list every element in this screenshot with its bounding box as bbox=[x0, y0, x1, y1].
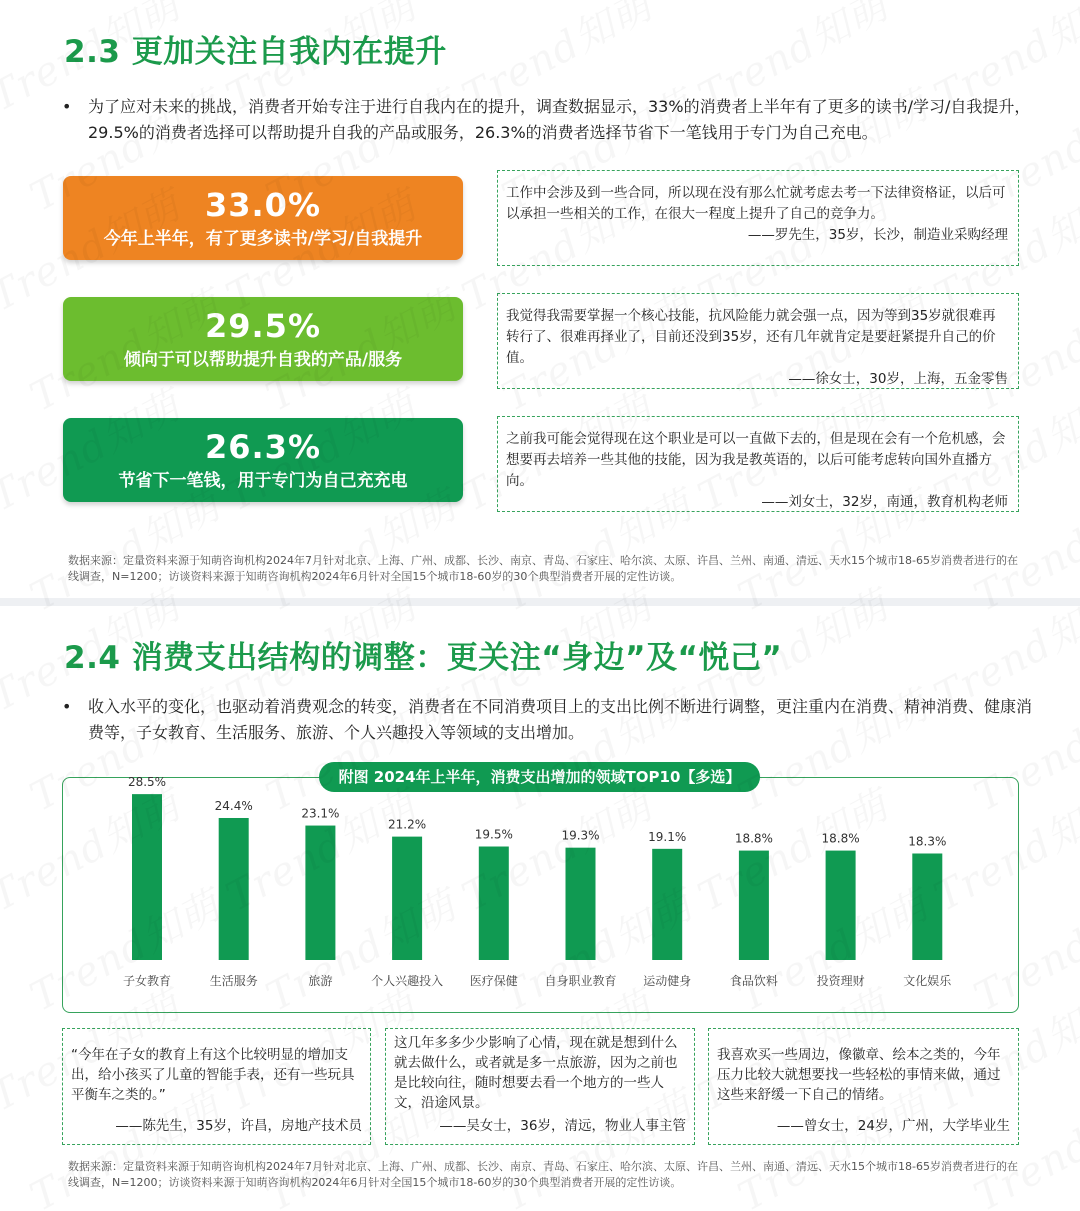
bar-10 bbox=[912, 853, 942, 960]
stat-card-reading bbox=[63, 176, 463, 260]
category-label-10: 文化娱乐 bbox=[903, 974, 952, 988]
quote-text: 这几年多多少少影响了心情，现在就是想到什么就去做什么，或者就是多一点旅游，因为之前也是比较向往，随时想要去看一个地方的一些人文，沿途风景。 bbox=[394, 1035, 678, 1111]
quote-signature: ——徐女士，30岁，上海，五金零售 bbox=[788, 371, 1008, 387]
stat-value: 26.3% bbox=[204, 428, 321, 466]
bar-1 bbox=[132, 794, 162, 960]
category-label-5: 医疗保健 bbox=[469, 974, 518, 988]
stat-label: 今年上半年，有了更多读书/学习/自我提升 bbox=[103, 229, 423, 249]
category-label-6: 自身职业教育 bbox=[544, 974, 617, 988]
interview-quote-3 bbox=[497, 416, 1019, 512]
bar-chart bbox=[62, 777, 1019, 1013]
value-label-2: 24.4% bbox=[214, 798, 253, 813]
data-source-note: 数据来源：定量资料来源于知萌咨询机构2024年7月针对北京、上海、广州、成都、长沙、南京、青岛、石家庄、哈尔滨、太原、许昌、兰州、南通、清远、天水15个城市18-65岁消费者进行的在线调查，N=1200；访谈资料来源于知萌咨询机构2024年6月针对全国15个城市18-60岁的30个典型消费者开展的定性访谈。 bbox=[68, 554, 1018, 583]
section-title-2-3: 2.3 更加关注自我内在提升 bbox=[64, 34, 447, 70]
quote-text: 我喜欢买一些周边，像徽章、绘本之类的，今年压力比较大就想要找一些轻松的事情来做，通过这些来舒缓一下自己的情绪。 bbox=[717, 1047, 1001, 1103]
value-label-7: 19.1% bbox=[648, 829, 687, 844]
value-label-4: 21.2% bbox=[388, 817, 427, 832]
interview-quote-5 bbox=[385, 1028, 695, 1145]
stat-label: 倾向于可以帮助提升自我的产品/服务 bbox=[123, 350, 403, 370]
value-label-3: 23.1% bbox=[301, 806, 340, 821]
quote-signature: ——曾女士，24岁，广州，大学毕业生 bbox=[776, 1118, 1010, 1134]
data-source-note: 数据来源：定量资料来源于知萌咨询机构2024年7月针对北京、上海、广州、成都、长沙、南京、青岛、石家庄、哈尔滨、太原、许昌、兰州、南通、清远、天水15个城市18-65岁消费者进行的在线调查，N=1200；访谈资料来源于知萌咨询机构2024年6月针对全国15个城市18-60岁的30个典型消费者开展的定性访谈。 bbox=[68, 1160, 1018, 1189]
intro-text: 为了应对未来的挑战，消费者开始专注于进行自我内在的提升，调查数据显示，33%的消费者上半年有了更多的读书/学习/自我提升，29.5%的消费者选择可以帮助提升自我的产品或服务，26.3%的消费者选择节省下一笔钱用于专门为自己充电。 bbox=[88, 97, 1031, 142]
bar-9 bbox=[826, 851, 856, 960]
page-divider bbox=[0, 598, 1080, 606]
quote-signature: ——罗先生，35岁，长沙，制造业采购经理 bbox=[747, 227, 1008, 243]
bar-2 bbox=[219, 818, 249, 960]
stat-card-saving bbox=[63, 418, 463, 502]
quote-signature: ——陈先生，35岁，许昌，房地产技术员 bbox=[115, 1118, 362, 1134]
category-label-2: 生活服务 bbox=[209, 974, 258, 988]
interview-quote-1 bbox=[497, 170, 1019, 266]
category-label-1: 子女教育 bbox=[122, 974, 172, 988]
interview-quote-6 bbox=[708, 1028, 1019, 1145]
interview-quote-2 bbox=[497, 293, 1019, 389]
quote-signature: ——吴女士，36岁，清远，物业人事主管 bbox=[439, 1118, 686, 1134]
value-label-10: 18.3% bbox=[908, 834, 947, 849]
bar-7 bbox=[652, 849, 682, 960]
bar-6 bbox=[566, 848, 596, 960]
value-label-8: 18.8% bbox=[734, 831, 773, 846]
stat-label: 节省下一笔钱，用于专门为自己充充电 bbox=[118, 471, 408, 491]
intro-text: 收入水平的变化，也驱动着消费观念的转变，消费者在不同消费项目上的支出比例不断进行调整，更注重内在消费、精神消费、健康消费等，子女教育、生活服务、旅游、个人兴趣投入等领域的支出增加。 bbox=[88, 697, 1033, 742]
intro-bullet-2-3 bbox=[62, 94, 1032, 146]
section-title-2-4: 2.4 消费支出结构的调整：更关注“身边”及“悦己” bbox=[64, 640, 783, 676]
quote-text: “今年在子女的教育上有这个比较明显的增加支出，给小孩买了儿童的智能手表，还有一些玩具平衡车之类的。” bbox=[71, 1047, 355, 1103]
category-label-8: 食品饮料 bbox=[729, 974, 778, 988]
category-label-3: 旅游 bbox=[308, 974, 333, 988]
category-label-4: 个人兴趣投入 bbox=[371, 974, 444, 988]
bar-8 bbox=[739, 851, 769, 960]
interview-quote-4 bbox=[62, 1028, 371, 1145]
category-label-9: 投资理财 bbox=[816, 974, 865, 988]
quote-text: 我觉得我需要掌握一个核心技能，抗风险能力就会强一点，因为等到35岁就很难再转行了、很难再择业了，目前还没到35岁，还有几年就肯定是要赶紧提升自己的价值。 bbox=[506, 308, 996, 366]
stat-value: 29.5% bbox=[204, 307, 321, 345]
quote-text: 工作中会涉及到一些合同，所以现在没有那么忙就考虑去考一下法律资格证，以后可以承担一些相关的工作，在很大一程度上提升了自己的竞争力。 bbox=[506, 185, 1006, 222]
chart-title: 附图 2024年上半年，消费支出增加的领域TOP10【多选】 bbox=[319, 762, 760, 792]
quote-signature: ——刘女士，32岁，南通，教育机构老师 bbox=[761, 494, 1008, 510]
value-label-6: 19.3% bbox=[561, 828, 600, 843]
stat-value: 33.0% bbox=[204, 186, 321, 224]
value-label-1: 28.5% bbox=[127, 777, 167, 790]
bullet-dot-icon: • bbox=[62, 97, 72, 116]
bullet-dot-icon: • bbox=[62, 697, 72, 716]
category-label-7: 运动健身 bbox=[643, 974, 692, 988]
intro-bullet-2-4 bbox=[62, 694, 1032, 746]
bar-5 bbox=[479, 847, 509, 960]
bar-4 bbox=[392, 837, 422, 960]
stat-card-self-improvement bbox=[63, 297, 463, 381]
bar-3 bbox=[305, 826, 335, 960]
quote-text: 之前我可能会觉得现在这个职业是可以一直做下去的，但是现在会有一个危机感，会想要再去培养一些其他的技能，因为我是教英语的，以后可能考虑转向国外直播方向。 bbox=[506, 431, 1006, 489]
value-label-5: 19.5% bbox=[474, 827, 513, 842]
value-label-9: 18.8% bbox=[821, 831, 860, 846]
